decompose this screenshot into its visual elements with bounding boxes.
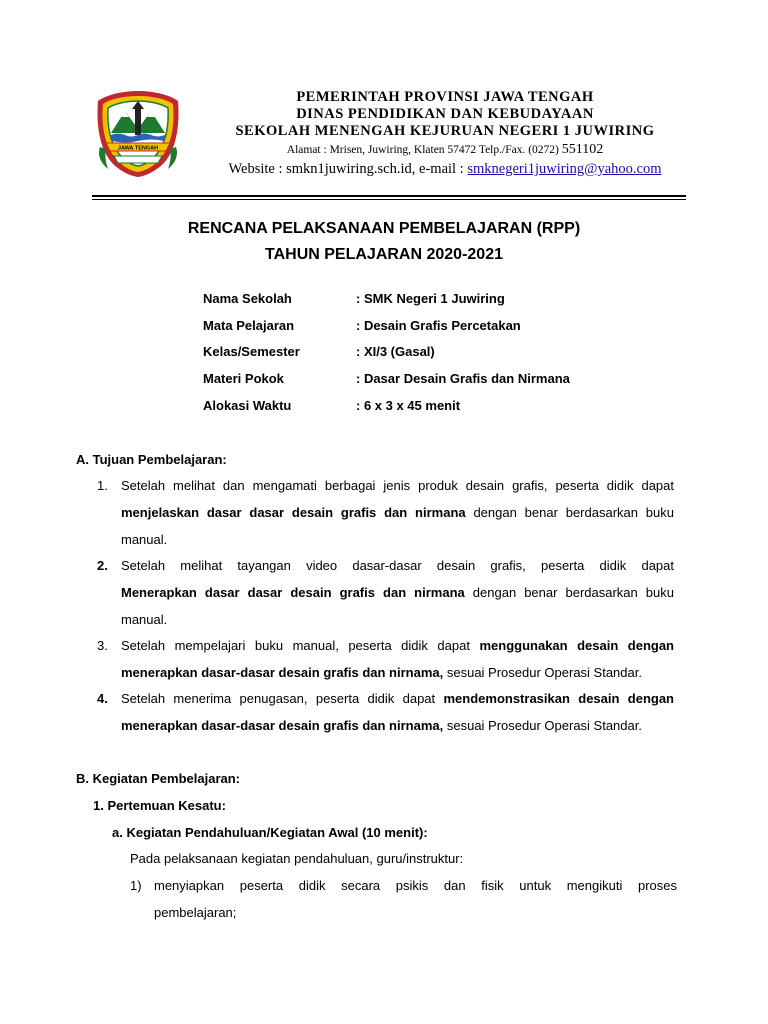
letterhead-agency: DINAS PENDIDIKAN DAN KEBUDAYAAN <box>296 106 594 122</box>
objective-line: manual. <box>121 532 168 547</box>
meeting-heading: 1. Pertemuan Kesatu: <box>93 798 226 813</box>
objective-text: sesuai Prosedur Operasi Standar. <box>443 718 642 733</box>
identity-label: Materi Pokok <box>203 371 284 386</box>
objective-number: 1. <box>97 478 108 493</box>
objective-text: Setelah mempelajari buku manual, peserta didik dapat <box>121 638 480 653</box>
letterhead-school-name: SEKOLAH MENENGAH KEJURUAN NEGERI 1 JUWIRING <box>235 123 655 139</box>
objective-line <box>121 636 674 656</box>
objective-line <box>121 716 674 736</box>
document-subtitle: TAHUN PELAJARAN 2020-2021 <box>265 246 503 263</box>
objective-text: dengan benar berdasarkan buku <box>465 505 674 520</box>
objective-line <box>121 583 674 603</box>
identity-value: : XI/3 (Gasal) <box>356 344 435 359</box>
objective-emphasis: menggunakan desain dengan <box>479 638 674 653</box>
step-number: 1) <box>130 878 142 893</box>
objective-text: dengan benar berdasarkan buku <box>464 585 674 600</box>
letterhead-website-text: Website : smkn1juwiring.sch.id, e-mail : <box>228 161 468 177</box>
objective-line: Setelah melihat tayangan video dasar-dasar desain grafis, peserta didik dapat <box>121 558 674 573</box>
identity-label: Nama Sekolah <box>203 291 292 306</box>
objective-text: sesuai Prosedur Operasi Standar. <box>443 665 642 680</box>
step-line: menyiapkan peserta didik secara psikis dan fisik untuk mengikuti proses <box>154 878 677 893</box>
section-b-heading: B. Kegiatan Pembelajaran: <box>76 771 240 786</box>
identity-label: Mata Pelajaran <box>203 318 295 333</box>
identity-label: Kelas/Semester <box>203 344 300 359</box>
objective-text: Setelah menerima penugasan, peserta didik dapat <box>121 691 444 706</box>
letterhead-contact <box>205 160 685 178</box>
section-a-heading: A. Tujuan Pembelajaran: <box>76 452 227 467</box>
letterhead-address <box>205 141 685 159</box>
document-title: RENCANA PELAKSANAAN PEMBELAJARAN (RPP) <box>187 220 581 237</box>
objective-line <box>121 503 674 523</box>
letterhead-address-text: Alamat : Mrisen, Juwiring, Klaten 57472 Telp./Fax. (0272) <box>286 144 559 156</box>
activity-intro: Pada pelaksanaan kegiatan pendahuluan, guru/instruktur: <box>130 851 464 866</box>
identity-value: : SMK Negeri 1 Juwiring <box>356 291 505 306</box>
letterhead-divider-thin <box>92 199 686 200</box>
objective-emphasis: mendemonstrasikan desain dengan <box>443 691 674 706</box>
letterhead <box>205 89 685 178</box>
jawa-tengah-crest-logo <box>92 87 184 179</box>
objective-emphasis: menerapkan dasar-dasar desain grafis dan nirnama, <box>121 718 444 733</box>
letterhead-divider-thick <box>92 195 686 197</box>
objective-number: 4. <box>97 691 108 706</box>
objective-number: 2. <box>97 558 108 573</box>
identity-value: : Dasar Desain Grafis dan Nirmana <box>356 371 570 386</box>
step-line: pembelajaran; <box>154 905 237 920</box>
email-link[interactable]: smknegeri1juwiring@yahoo.com <box>467 161 662 177</box>
objective-line <box>121 663 674 683</box>
activity-heading: a. Kegiatan Pendahuluan/Kegiatan Awal (10 menit): <box>112 825 428 840</box>
objective-number: 3. <box>97 638 108 653</box>
identity-value: : 6 x 3 x 45 menit <box>356 398 461 413</box>
letterhead-phone: 551102 <box>561 142 604 157</box>
objective-emphasis: menjelaskan dasar dasar desain grafis dan nirmana <box>121 505 466 520</box>
letterhead-government: PEMERINTAH PROVINSI JAWA TENGAH <box>296 89 594 105</box>
objective-line: Setelah melihat dan mengamati berbagai jenis produk desain grafis, peserta didik dapat <box>121 478 674 493</box>
identity-value: : Desain Grafis Percetakan <box>356 318 521 333</box>
objective-line <box>121 689 674 709</box>
objective-line: manual. <box>121 612 168 627</box>
identity-label: Alokasi Waktu <box>203 398 292 413</box>
objective-emphasis: menerapkan dasar-dasar desain grafis dan nirnama, <box>121 665 444 680</box>
crest-ribbon-text: JAWA TENGAH <box>117 145 159 152</box>
objective-emphasis: Menerapkan dasar dasar desain grafis dan nirmana <box>121 585 465 600</box>
